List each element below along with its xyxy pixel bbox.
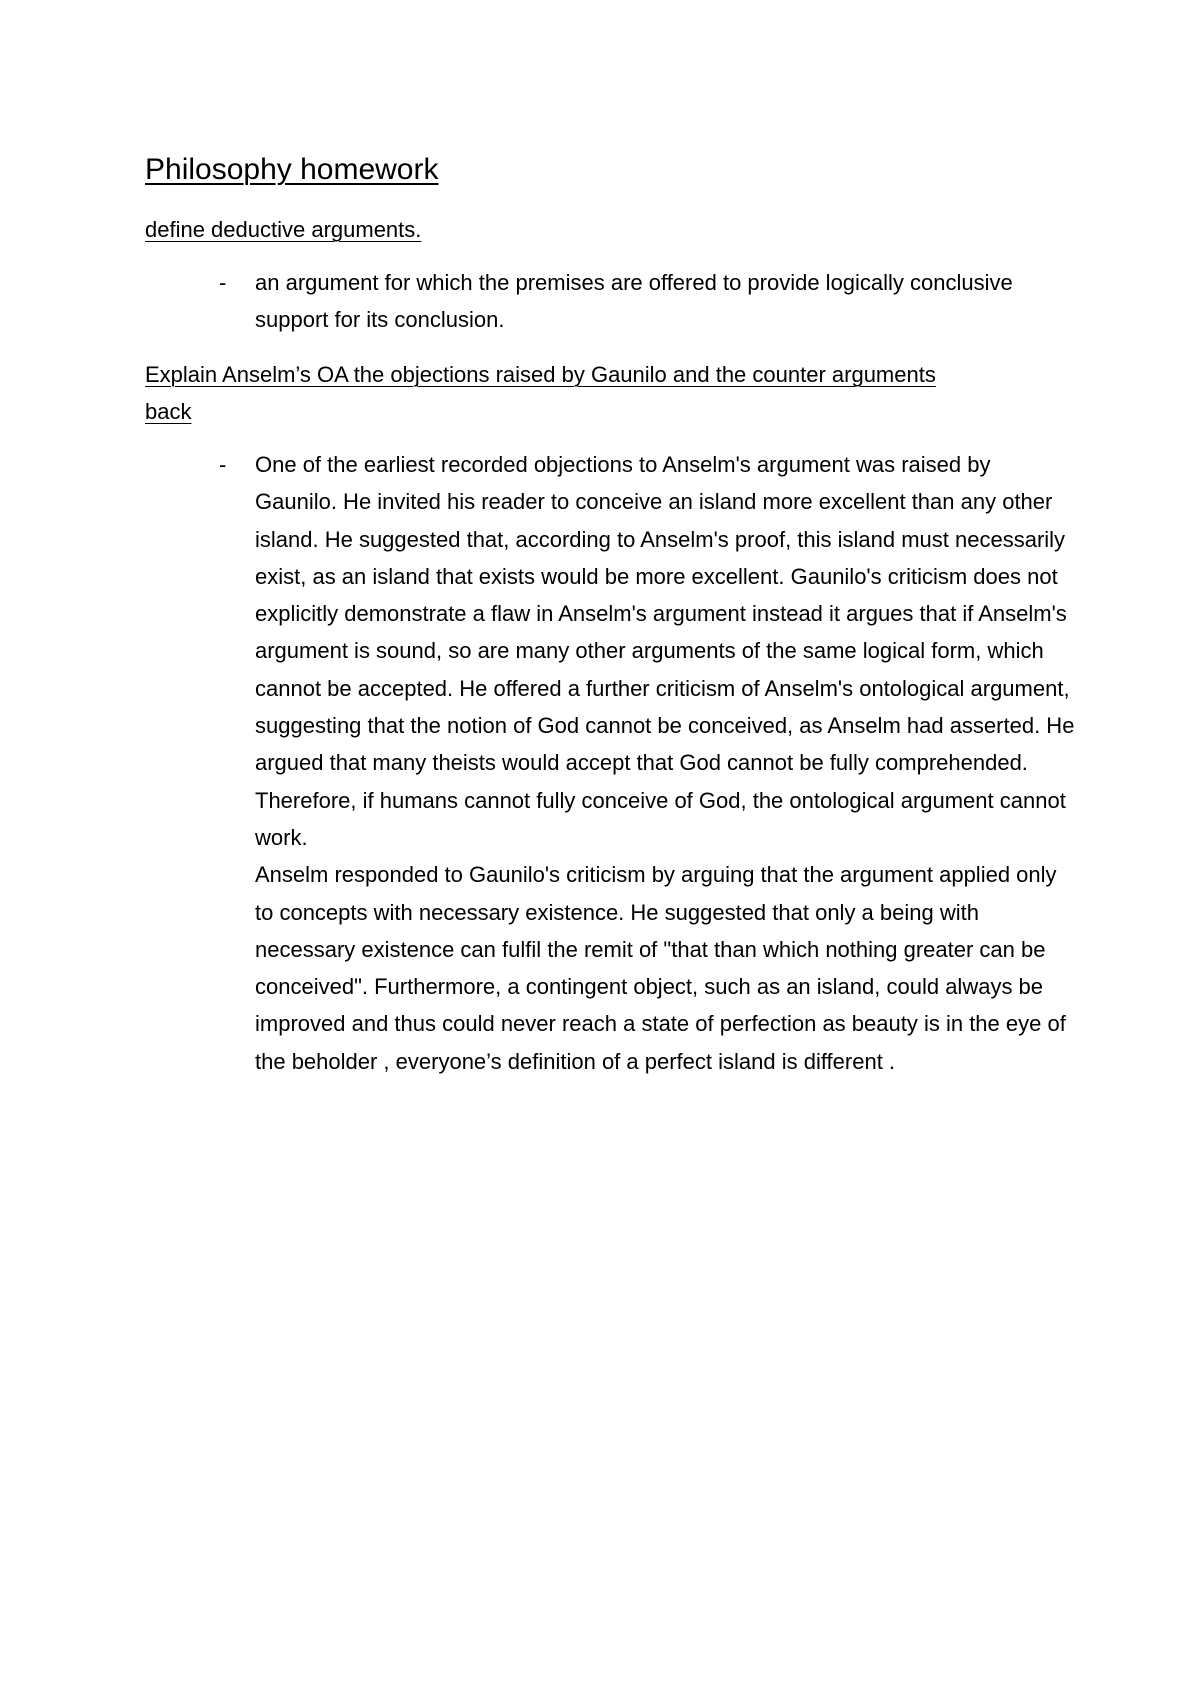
answer-paragraph: Anselm responded to Gaunilo's criticism by arguing that the argument applied only to concepts with necessary existence. He suggested that only a being with necessary existence can fulfil the remit of "that than which nothing greater can be conceived". Furthermore, a contingent object, such as an island, could always be improved and thus could never reach a state of perfection as beauty is in the eye of the beholder , everyone’s definition of a perfect island is different . — [255, 862, 1066, 1074]
answer-body — [255, 446, 1075, 1080]
page-title: Philosophy homework — [145, 153, 439, 186]
question-2-prompt: Explain Anselm’s OA the objections raised by Gaunilo and the counter arguments back — [145, 362, 936, 424]
bullet-dash: - — [219, 452, 227, 477]
question-1-answer — [145, 264, 1075, 339]
answer-body — [255, 264, 1075, 339]
bullet-dash: - — [219, 270, 227, 295]
question-1-prompt: define deductive arguments. — [145, 217, 422, 242]
answer-paragraph: an argument for which the premises are offered to provide logically conclusive support for its conclusion. — [255, 270, 1013, 333]
answer-paragraph: One of the earliest recorded objections to Anselm's argument was raised by Gaunilo. He invited his reader to conceive an island more excellent than any other island. He suggested that, according to Anselm's proof, this island must necessarily exist, as an island that exists would be more excellent. Gaunilo's criticism does not explicitly demonstrate a flaw in Anselm's argument instead it argues that if Anselm's argument is sound, so are many other arguments of the same logical form, which cannot be accepted. He offered a further criticism of Anselm's ontological argument, suggesting that the notion of God cannot be conceived, as Anselm had asserted. He argued that many theists would accept that God cannot be fully comprehended. Therefore, if humans cannot fully conceive of God, the ontological argument cannot work. — [255, 452, 1075, 850]
question-2-answer — [145, 446, 1075, 1080]
